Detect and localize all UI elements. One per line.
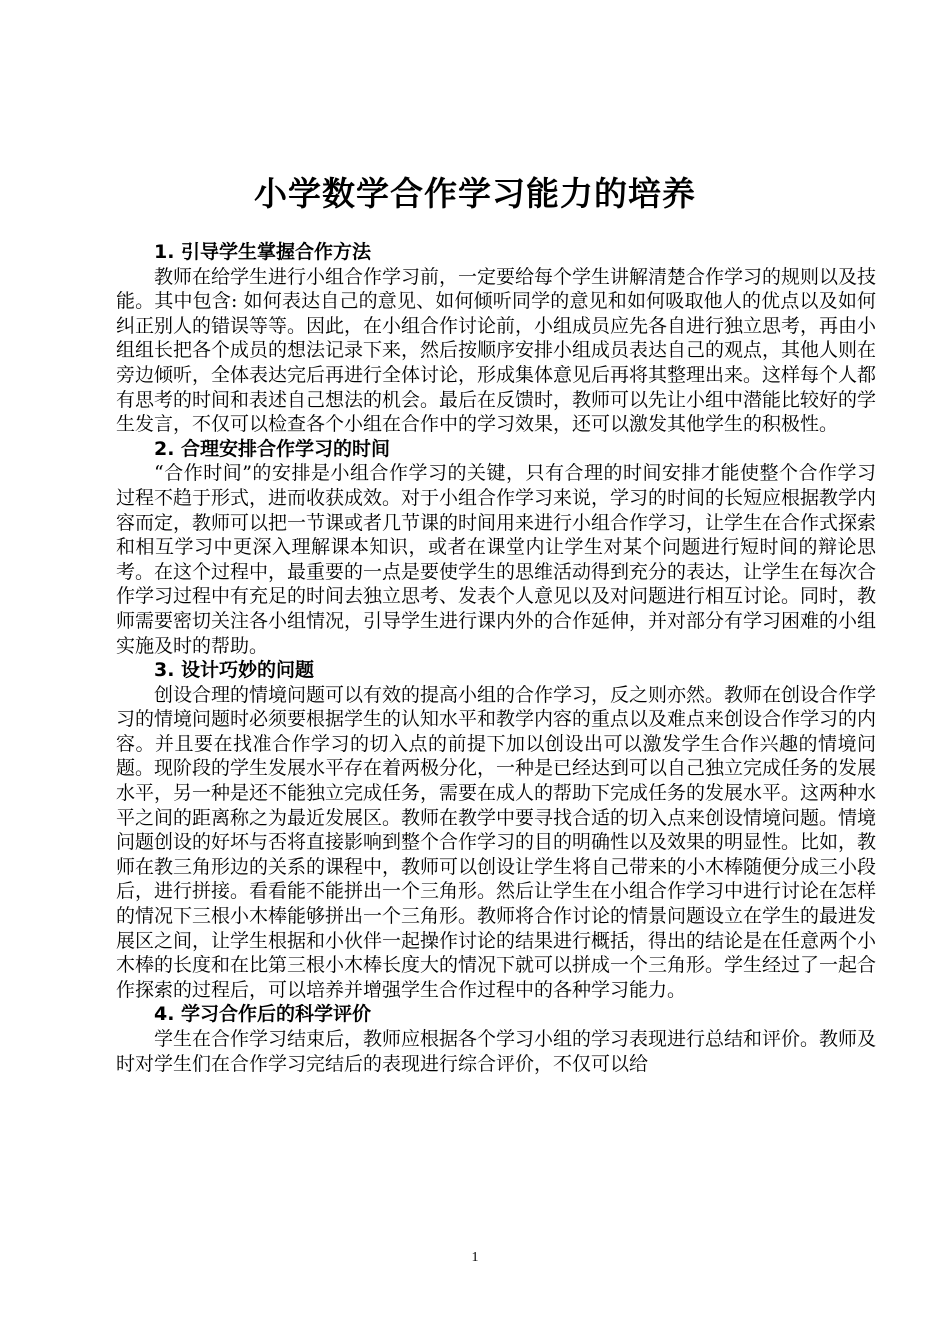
section-paragraph-1: 教师在给学生进行小组合作学习前，一定要给每个学生讲解清楚合作学习的规则以及技能。其中包含: 如何表达自己的意见、如何倾听同学的意见和如何吸取他人的优点以及如何纠正别人的错误等等。因此，在小组合作讨论前，小组成员应先各自进行独立思考，再由小组组长把各个成员的想法记录下来，然后按顺序安排小组成员表达自己的观点，其他人则在旁边倾听，全体表达完后再进行全体讨论，形成集体意见后再将其整理出来。这样每个人都有思考的时间和表述自己想法的机会。最后在反馈时，教师可以先让小组中潜能比较好的学生发言，不仅可以检查各个小组在合作中的学习效果，还可以激发其他学生的积极性。 bbox=[116, 265, 877, 436]
document-title: 小学数学合作学习能力的培养 bbox=[254, 174, 696, 213]
section-paragraph-2: “合作时间”的安排是小组合作学习的关键，只有合理的时间安排才能使整个合作学习过程不趋于形式，进而收获成效。对于小组合作学习来说，学习的时间的长短应根据教学内容而定，教师可以把一节课或者几节课的时间用来进行小组合作学习，让学生在合作式探索和相互学习中更深入理解课本知识，或者在课堂内让学生对某个问题进行短时间的辩论思考。在这个过程中，最重要的一点是要使学生的思维活动得到充分的表达，让学生在每次合作学习过程中有充足的时间去独立思考、发表个人意见以及对问题进行相互讨论。同时，教师需要密切关注各小组情况，引导学生进行课内外的合作延伸，并对部分有学习困难的小组实施及时的帮助。 bbox=[116, 462, 877, 657]
page-number: 1 bbox=[471, 1250, 479, 1265]
document-body bbox=[116, 240, 876, 1076]
section-heading-3: 3. 设计巧妙的问题 bbox=[154, 659, 315, 682]
section-heading-1: 1. 引导学生掌握合作方法 bbox=[154, 241, 372, 263]
section-paragraph-4: 学生在合作学习结束后，教师应根据各个学习小组的学习表现进行总结和评价。教师及时对学生们在合作学习完结后的表现进行综合评价，不仅可以给 bbox=[116, 1028, 877, 1075]
section-paragraph-3: 创设合理的情境问题可以有效的提高小组的合作学习，反之则亦然。教师在创设合作学习的情境问题时必须要根据学生的认知水平和教学内容的重点以及难点来创设合作学习的内容。并且要在找准合作学习的切入点的前提下加以创设出可以激发学生合作兴趣的情境问题。现阶段的学生发展水平存在着两极分化，一种是已经达到可以自己独立完成任务的发展水平，另一种是还不能独立完成任务，需要在成人的帮助下完成任务的发展水平。这两种水平之间的距离称之为最近发展区。教师在教学中要寻找合适的切入点来创设情境问题。情境问题创设的好坏与否将直接影响到整个合作学习的目的明确性以及效果的明显性。比如，教师在教三角形边的关系的课程中，教师可以创设让学生将自己带来的小木棒随便分成三小段后，进行拼接。看看能不能拼出一个三角形。然后让学生在小组合作学习中进行讨论在怎样的情况下三根小木棒能够拼出一个三角形。教师将合作讨论的情景问题设立在学生的最进发展区之间，让学生根据和小伙伴一起操作讨论的结果进行概括，得出的结论是在任意两个小木棒的长度和在比第三根小木棒长度大的情况下就可以拼成一个三角形。学生经过了一起合作探索的过程后，可以培养并增强学生合作过程中的各种学习能力。 bbox=[116, 683, 877, 1001]
section-heading-2: 2. 合理安排合作学习的时间 bbox=[154, 437, 391, 460]
section-heading-4: 4. 学习合作后的科学评价 bbox=[154, 1003, 372, 1026]
